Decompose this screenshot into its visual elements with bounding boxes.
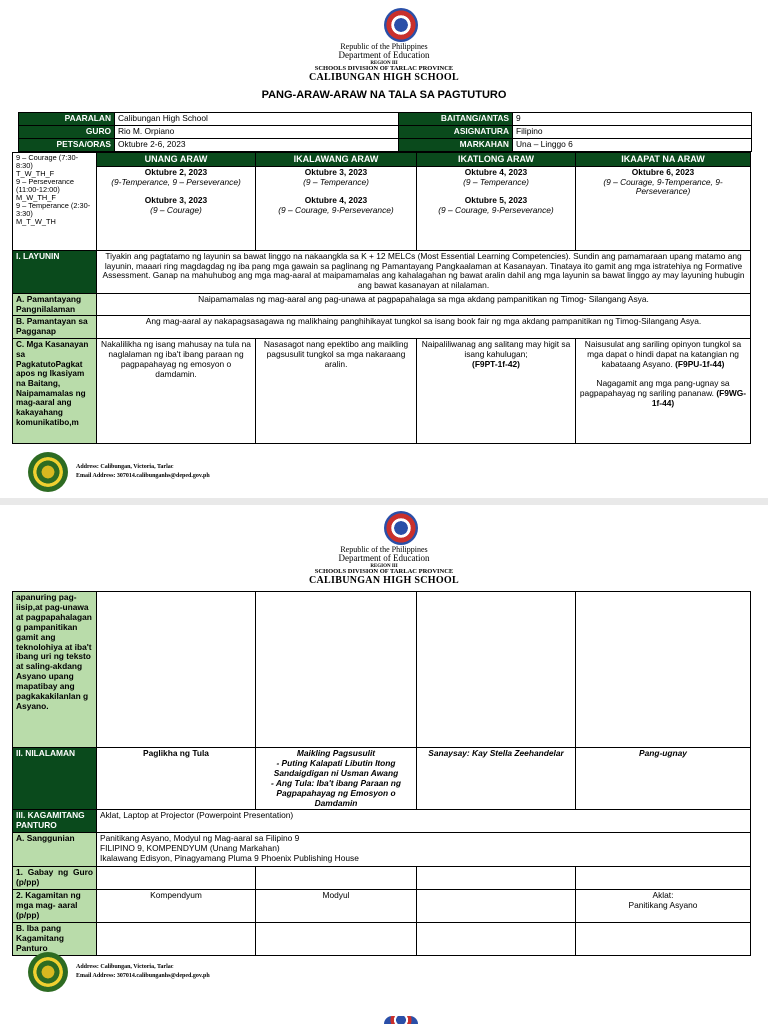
- kasanayan-day-2: Nasasagot nang epektibo ang maikling pagsusulit tungkol sa mga nakaraang aralin.: [256, 339, 417, 444]
- schedule-cell: 9 – Courage (7:30-8:30) T_W_TH_F 9 – Perseverance (11:00-12:00) M_W_TH_F 9 – Temperance (2:30-3:30) M_T_W_TH: [13, 153, 97, 251]
- footer-address: Address: Calibungan, Victoria, Tarlac: [76, 464, 174, 470]
- lesson-plan-table-1: [12, 152, 751, 444]
- school-name: CALIBUNGAN HIGH SCHOOL: [309, 71, 459, 83]
- day-2-header: IKALAWANG ARAW: [256, 153, 417, 167]
- document-page-2: [0, 505, 768, 1017]
- footer-address: Address: Calibungan, Victoria, Tarlac: [76, 964, 174, 970]
- footer-email: Email Address: 307014.calibunganhs@deped.gov.ph: [76, 472, 210, 479]
- day-3-header: IKATLONG ARAW: [417, 153, 576, 167]
- lesson-plan-table-2: [12, 591, 751, 956]
- kasanayan-day-3: Naipaliliwanag ang salitang may higit sa isang kahulugan; (F9PT-1f-42): [417, 339, 576, 444]
- pamantayang-pangnilalaman-label: A. Pamantayang Pangnilalaman: [13, 293, 97, 316]
- pamantayan-pagganap-label: B. Pamantayan sa Pagganap: [13, 316, 97, 339]
- kagamitan-magaaral-day-4: Aklat: Panitikang Asyano: [576, 890, 751, 923]
- deped-seal-icon: [384, 1016, 418, 1024]
- nilalaman-label: II. NILALAMAN: [13, 748, 97, 810]
- guro-label: GURO: [19, 125, 115, 138]
- nilalaman-day-2: Maikling Pagsusulit - Puting Kalapati Libutin Itong Sandaigdigan ni Usman Awang - Ang Tula: Iba't ibang Paraan ng Pagpapahayag ng Emosyon o Damdamin: [256, 748, 417, 810]
- baitang-label: BAITANG/ANTAS: [399, 113, 513, 126]
- school-logo-icon: [28, 452, 68, 492]
- petsa-value: Oktubre 2-6, 2023: [115, 138, 399, 151]
- document-page-1: [0, 0, 768, 498]
- sanggunian-text: Panitikang Asyano, Modyul ng Mag-aaral sa Filipino 9 FILIPINO 9, KOMPENDYUM (Unang Markahan) Ikalawang Edisyon, Pinagyamang Pluma 9 Phoenix Publishing House: [97, 833, 751, 867]
- day-4-dates: Oktubre 6, 2023 (9 – Courage, 9-Temperance, 9-Perseverance): [576, 166, 751, 250]
- markahan-label: MARKAHAN: [399, 138, 513, 151]
- deped-seal-icon: [384, 8, 418, 42]
- division-text: SCHOOLS DIVISION OF TARLAC PROVINCE: [314, 65, 454, 73]
- kasanayan-day-4: Naisusulat ang sariling opinyon tungkol sa mga dapat o hindi dapat na katangian ng kabataang Asyano. (F9PU-1f-44) Nagagamit ang mga pang-ugnay sa pagpapahayag ng sariling pananaw. (F9WG-1f-44): [576, 339, 751, 444]
- school-logo-icon: [28, 952, 68, 992]
- kagamitang-panturo-text: Aklat, Laptop at Projector (Powerpoint Presentation): [97, 810, 751, 833]
- kagamitan-magaaral-day-1: Kompendyum: [97, 890, 256, 923]
- kasanayan-label: C. Mga Kasanayan sa PagkatutoPagkat apos ng Ikasiyam na Baitang, Naipamamalas ng mag-aaral ang kakayahang komunikatibo,m: [13, 339, 97, 444]
- document-title: PANG-ARAW-ARAW NA TALA SA PAGTUTURO: [261, 89, 507, 101]
- deped-seal-icon: [384, 511, 418, 545]
- footer-email: Email Address: 307014.calibunganhs@deped.gov.ph: [76, 972, 210, 979]
- kagamitan-magaaral-label: 2. Kagamitan ng mga mag- aaral (p/pp): [13, 890, 97, 923]
- asignatura-value: Filipino: [513, 125, 752, 138]
- day-3-dates: Oktubre 4, 2023 (9 – Temperance) Oktubre 5, 2023 (9 – Courage, 9-Perseverance): [417, 166, 576, 250]
- day-2-dates: Oktubre 3, 2023 (9 – Temperance) Oktubre 4, 2023 (9 – Courage, 9-Perseverance): [256, 166, 417, 250]
- nilalaman-day-4: Pang-ugnay: [576, 748, 751, 810]
- page-gap: [0, 498, 768, 505]
- baitang-value: 9: [513, 113, 752, 126]
- kagamitan-magaaral-day-2: Modyul: [256, 890, 417, 923]
- pamantayan-pagganap-text: Ang mag-aaral ay nakapagsasagawa ng malikhaing panghihikayat tungkol sa isang book fair ng mga akdang pampanitikan ng Timog-Silangang Asya.: [97, 316, 751, 339]
- markahan-value: Una – Linggo 6: [513, 138, 752, 151]
- department-text: Department of Education: [338, 50, 430, 61]
- region-text: REGION III: [370, 60, 398, 66]
- republic-text: Republic of the Philippines: [340, 42, 428, 51]
- kagamitang-panturo-label: III. KAGAMITANG PANTURO: [13, 810, 97, 833]
- pamantayang-pangnilalaman-text: Naipamamalas ng mag-aaral ang pag-unawa at pagpapahalaga sa mga akdang pampanitikan ng Timog- Silangang Asya.: [97, 293, 751, 316]
- info-table: [18, 112, 752, 152]
- nilalaman-day-1: Paglikha ng Tula: [97, 748, 256, 810]
- kasanayan-label-continued: apanuring pag-iisip,at pag-unawa at pagpapahalagan g pampanitikan gamit ang teknolohiya at iba't ibang uri ng teksto at saling-akdang Asyano upang mapatibay ang pagkakakilanlan g Asyano.: [13, 592, 97, 748]
- asignatura-label: ASIGNATURA: [399, 125, 513, 138]
- day-1-dates: Oktubre 2, 2023 (9-Temperance, 9 – Perseverance) Oktubre 3, 2023 (9 – Courage): [97, 166, 256, 250]
- letterhead: [0, 43, 768, 83]
- iba-pang-kagamitan-label: B. Iba pang Kagamitang Panturo: [13, 922, 97, 955]
- kasanayan-day-1: Nakalilikha ng isang mahusay na tula na naglalaman ng iba't ibang paraan ng pagpapahayag ng emosyon o damdamin.: [97, 339, 256, 444]
- layunin-text: Tiyakin ang pagtatamo ng layunin sa bawat linggo na nakaangkla sa K + 12 MELCs (Most Essential Learning Competencies). Sundin ang pamamaraan upang matamo ang layunin, maaari ring magdagdag ng iba pang mga gawain sa paglinang ng Pamantayang Pangkaalaman at Kasanayan. Tinataya ito gamit ang mga istratehiya ng Formative Assessment. Ganap na mahuhubog ang mga mag-aaral at maipamamalas ang kahalagahan ng bawat aralin dahil ang mga layunin sa bawat linggo ay may layuning hubugin ang bawat kasanayan at nilalaman.: [97, 250, 751, 293]
- document-page-3-top: [0, 1017, 768, 1024]
- day-1-header: UNANG ARAW: [97, 153, 256, 167]
- paaralan-label: PAARALAN: [19, 113, 115, 126]
- sanggunian-label: A. Sanggunian: [13, 833, 97, 867]
- gabay-guro-label: 1. Gabay ng Guro (p/pp): [13, 867, 97, 890]
- nilalaman-day-3: Sanaysay: Kay Stella Zeehandelar: [417, 748, 576, 810]
- letterhead: Republic of the Philippines Department of Education REGION III SCHOOLS DIVISION OF TARLAC PROVINCE CALIBUNGAN HIGH SCHOOL: [309, 545, 459, 586]
- guro-value: Rio M. Orpiano: [115, 125, 399, 138]
- layunin-label: I. LAYUNIN: [13, 250, 97, 293]
- day-4-header: IKAAPAT NA ARAW: [576, 153, 751, 167]
- petsa-label: PETSA/ORAS: [19, 138, 115, 151]
- paaralan-value: Calibungan High School: [115, 113, 399, 126]
